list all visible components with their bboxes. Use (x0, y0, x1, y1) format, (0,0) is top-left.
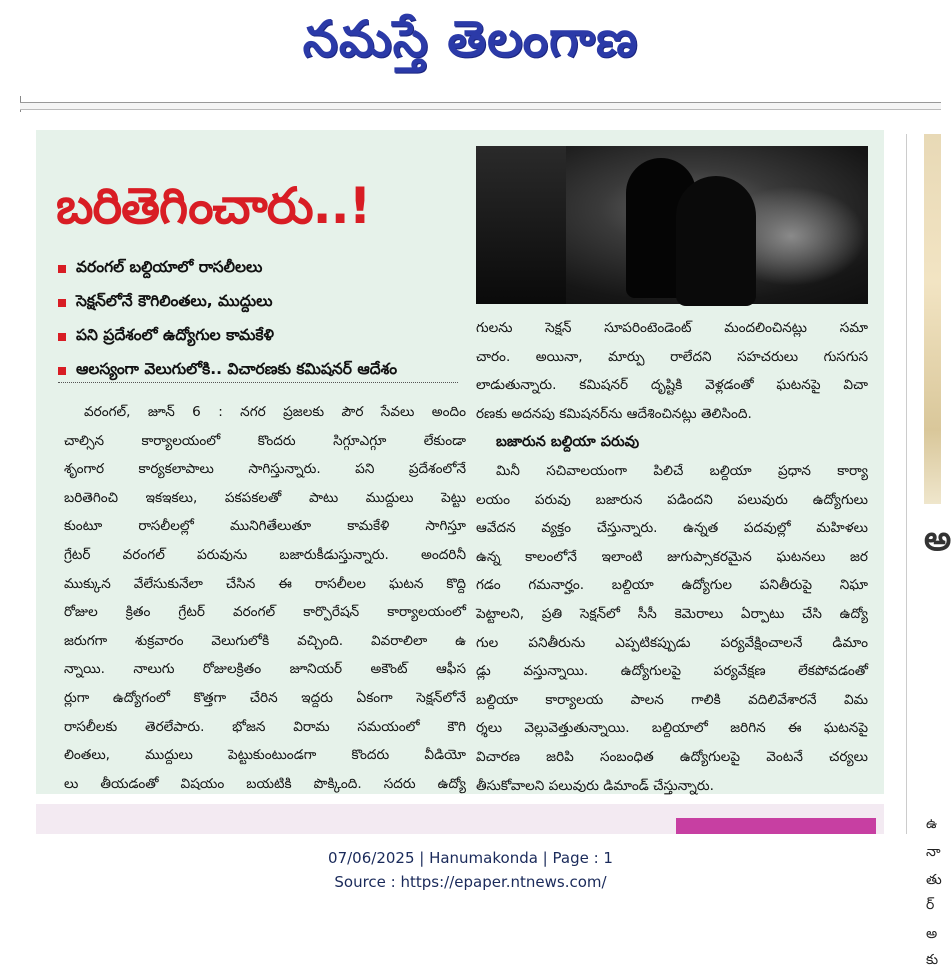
text-line: ర్లుగా ఉద్యోగంలో కొత్తగా చేరిన ఇద్దరు ఏకంగా సెక్షన్‌లోనే (64, 689, 466, 706)
adjacent-text: ర్ (926, 897, 935, 913)
subheading: బజారున బల్దియా పరువు (496, 434, 640, 451)
text-line: డ్లు వస్తున్నాయి. ఉద్యోగులపై పర్యవేక్షణ లేకపోవడంతో (476, 663, 868, 680)
text-line: చాల్సిన కార్యాలయంలో కొందరు సిగ్గూఎగ్గూ లేకుండా (64, 432, 466, 449)
couple-silhouette-photo (476, 146, 868, 304)
article-column-1 (64, 398, 466, 798)
text-line: ఉన్న కాలంలోనే ఇలాంటి జుగుప్సాకరమైన ఘటనలు జర (476, 548, 868, 565)
text-line: పెట్టాలని, ప్రతి సెక్షన్‌లో సీసీ కెమెరాలు ఏర్పాటు చేసి ఉద్యో (476, 605, 868, 622)
adjacent-text: ఉ (926, 816, 938, 832)
edition-info: 07/06/2025 | Hanumakonda | Page : 1 (328, 849, 613, 867)
bullet-list (58, 252, 468, 388)
text-line: రోజుల క్రితం గ్రేటర్ వరంగల్ కార్పొరేషన్ కార్యాలయంలో (64, 604, 466, 621)
adjacent-photo (924, 134, 941, 504)
article-headline: బరితెగించారు..! (56, 177, 371, 235)
adjacent-text: నా (926, 844, 941, 860)
text-line: విచారణ జరిపి సంబంధిత ఉద్యోగులపై వెంటనే చర్యలు (476, 748, 868, 765)
text-line: తీసుకోవాలని పలువురు డిమాండ్ చేస్తున్నారు. (476, 777, 714, 794)
text-line: రణకు అదనపు కమిషనర్‌ను ఆదేశించినట్లు తెలిసింది. (476, 405, 752, 422)
text-line: లింతలు, ముద్దులు పెట్టుకుంటుండగా కొందరు వీడియో (64, 747, 466, 764)
text-line: రాసలీలకు తెరలేపారు. భోజన విరామ సమయంలో కౌగి (64, 718, 466, 735)
bullet-item (58, 286, 468, 320)
text-line: చారం. అయినా, మార్పు రాలేదని సహచరులు గుసగుస (476, 348, 868, 365)
masthead (0, 0, 941, 78)
red-square-icon (58, 367, 66, 375)
text-line: గుల పనితీరును ఎప్పటికప్పుడు పర్యవేక్షించాలనే డిమాం (476, 634, 868, 651)
column-divider (906, 134, 907, 834)
news-article (36, 130, 884, 794)
red-square-icon (58, 333, 66, 341)
text-line: లు తీయడంతో విషయం బయటికి పొక్కింది. సదరు ఉద్యో (64, 775, 466, 792)
bullet-text: పని ప్రదేశంలో ఉద్యోగుల కామకేళి (76, 326, 274, 344)
text-line: లయం పరువు బజారున పడిందని పలువురు ఉద్యోగులు (476, 491, 868, 508)
text-line: బరితెగించి ఇకఇకలు, పకపకలతో పాటు ముద్దులు పెట్టు (64, 489, 466, 506)
red-square-icon (58, 299, 66, 307)
red-square-icon (58, 265, 66, 273)
next-article-label-box (676, 818, 876, 834)
bullet-item (58, 252, 468, 286)
bullet-text: సెక్షన్‌లోనే కౌగిలింతలు, ముద్దులు (76, 292, 273, 310)
article-column-2 (476, 314, 868, 800)
adjacent-headline-fragment: అ (924, 519, 951, 559)
next-article-strip (36, 804, 884, 834)
text-line: మినీ సచివాలయంగా పిలిచే బల్దియా ప్రధాన కార్యా (496, 462, 868, 479)
source-link[interactable]: Source : https://epaper.ntnews.com/ (334, 873, 607, 891)
text-line: గడం గమనార్హం. బల్దియా ఉద్యోగుల పనితీరుపై నిఘా (476, 577, 868, 594)
bullet-text: వరంగల్ బల్దియాలో రాసలీలలు (76, 258, 263, 276)
adjacent-article-strip (906, 134, 951, 968)
text-line: ఆవేదన వ్యక్తం చేస్తున్నారు. ఉన్నత పదవుల్లో మహిళలు (476, 520, 868, 537)
adjacent-text: కు (926, 952, 939, 968)
bullet-item (58, 320, 468, 354)
text-line: గ్రేటర్ వరంగల్ పరువును బజారుకీడుస్తున్నారు. అందరినీ (64, 546, 466, 563)
newspaper-logo: నమస్తే తెలంగాణ (302, 10, 639, 68)
masthead-rule (20, 102, 941, 110)
bullet-text: ఆలస్యంగా వెలుగులోకి.. విచారణకు కమిషనర్ ఆదేశం (76, 360, 398, 378)
adjacent-text: అ (926, 926, 938, 942)
text-line: శృంగార కార్యకలాపాలు సాగిస్తున్నారు. పని ప్రదేశంలోనే (64, 461, 466, 478)
text-line: బల్దియా కార్యాలయ పాలన గాలికి వదిలివేశారనే విమ (476, 691, 868, 708)
text-line: ముక్కున వేలేసుకునేలా చేసిన ఈ రాసలీలల ఘటన కొద్ది (64, 575, 466, 592)
page-footer (0, 846, 941, 894)
text-line: గులను సెక్షన్ సూపరింటెండెంట్ మందలించినట్లు సమా (476, 320, 868, 336)
text-line: వరంగల్, జూన్ 6 : నగర ప్రజలకు పౌర సేవలు అందిం (84, 404, 466, 420)
text-line: న్నాయి. నాలుగు రోజులక్రితం జూనియర్ అకౌంట్ ఆఫీస (64, 661, 466, 678)
adjacent-text: తు (926, 872, 942, 888)
text-line: లాడుతున్నారు. కమిషనర్ దృష్టికి వెళ్లడంతో ఘటనపై విచా (476, 377, 868, 394)
text-line: ర్శలు వెల్లువెత్తుతున్నాయి. బల్దియాలో జరిగిన ఈ ఘటనపై (476, 720, 868, 737)
text-line: జరుగగా శుక్రవారం వెలుగులోకి వచ్చింది. వివరాలిలా ఉ (64, 632, 466, 649)
text-line: కుంటూ రాసలీలల్లో మునిగితేలుతూ కామకేళి సాగిస్తూ (64, 518, 466, 535)
dotted-divider (58, 382, 458, 383)
